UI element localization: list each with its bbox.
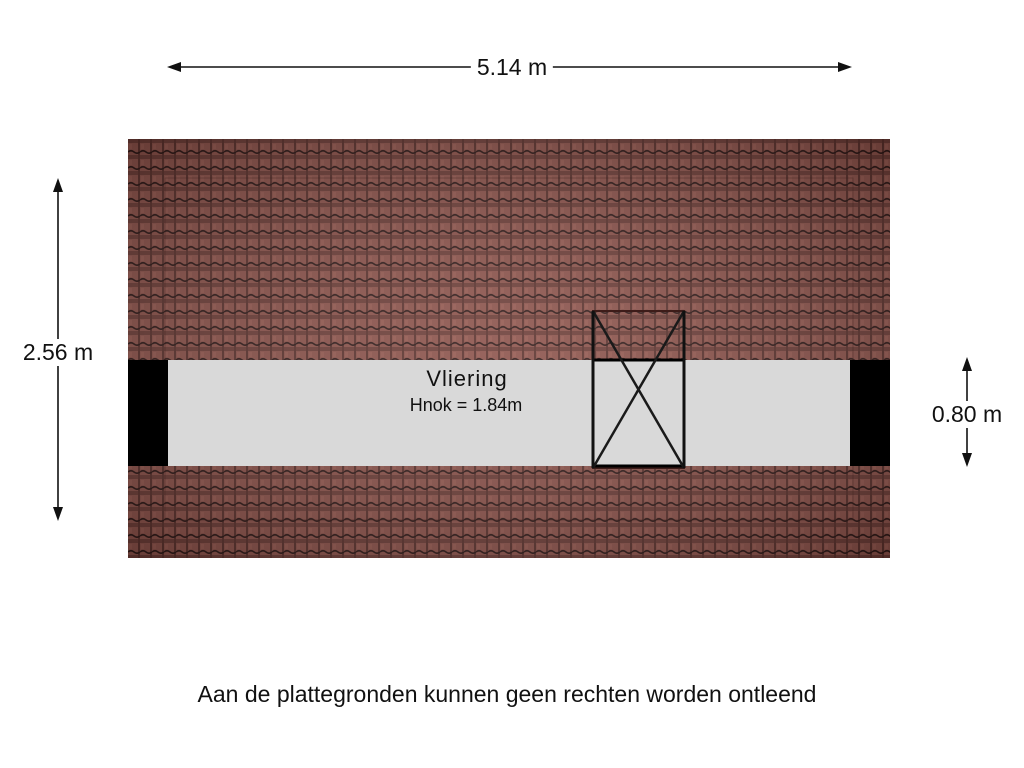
dimension-band-height-label: 0.80 m (928, 401, 1006, 428)
wall-right (850, 360, 890, 466)
dimension-width-label: 5.14 m (471, 56, 553, 79)
disclaimer: Aan de plattegronden kunnen geen rechten worden ontleend (197, 681, 817, 707)
room-name: Vliering (426, 366, 508, 391)
dimension-height-label: 2.56 m (19, 339, 97, 366)
roof (128, 139, 890, 558)
wall-left (128, 360, 168, 466)
room-ridge-height: Hnok = 1.84m (409, 395, 523, 415)
